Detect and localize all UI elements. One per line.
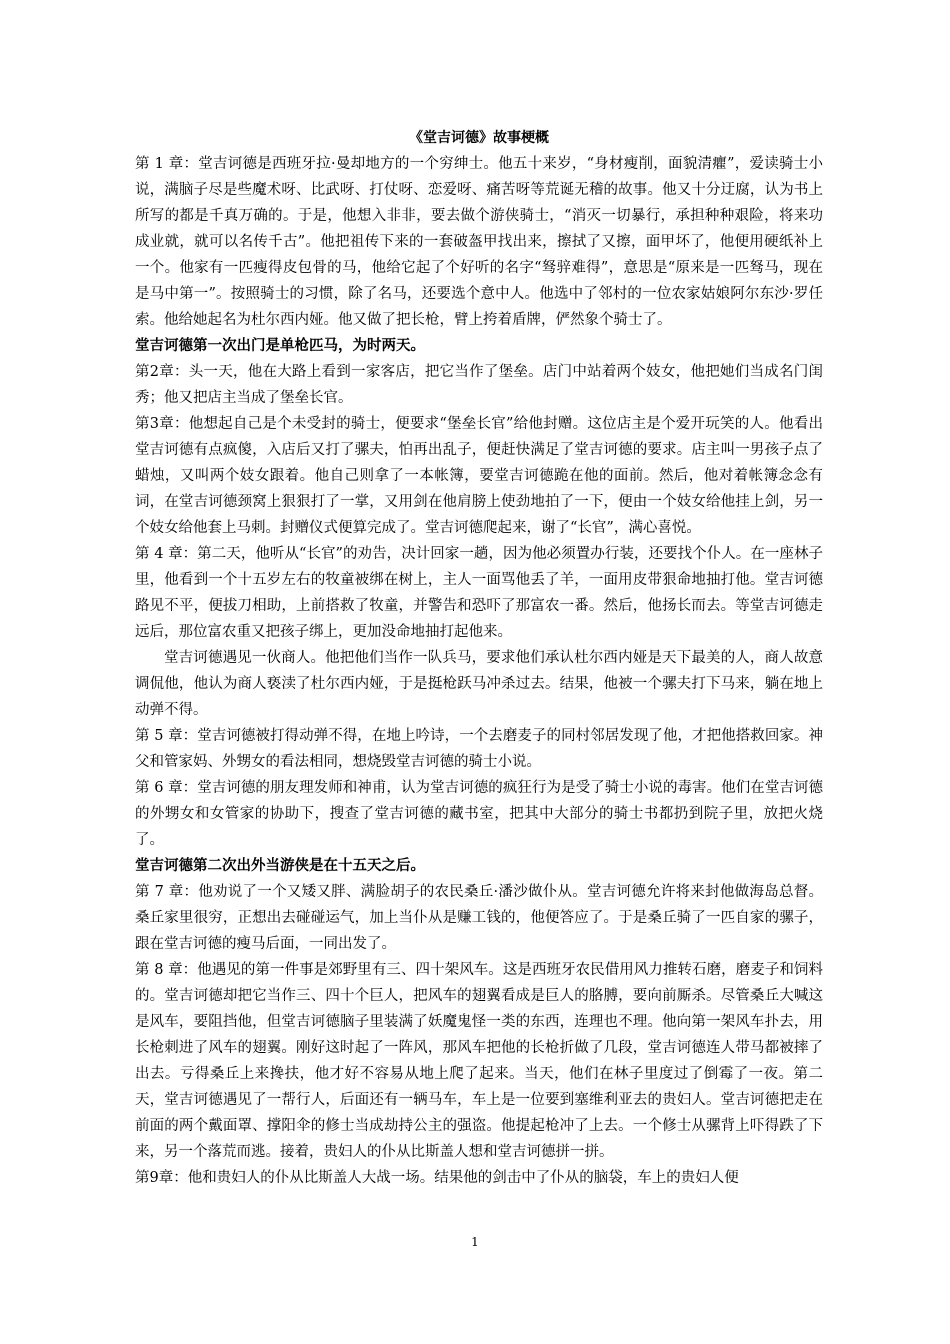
- paragraph-chapter-7: 第 7 章：他劝说了一个又矮又胖、满脸胡子的农民桑丘·潘沙做仆从。堂吉诃德允许将来封他做海岛总督。桑丘家里很穷，正想出去碰碰运气，加上当仆从是赚工钱的，他便答应了。于是桑丘骑了一匹自家的骡子，跟在堂吉诃德的瘦马后面，一同出发了。: [135, 884, 823, 952]
- paragraph-chapter-2: 第2章：头一天，他在大路上看到一家客店，把它当作了堡垒。店门中站着两个妓女，他把她们当成名门闺秀；他又把店主当成了堡垒长官。: [135, 364, 823, 406]
- page-number: 1: [471, 1235, 479, 1249]
- section-heading-second-sortie: 堂吉诃德第二次出外当游侠是在十五天之后。: [135, 857, 425, 874]
- document-page: [135, 125, 823, 1191]
- paragraph-chapter-6: 第 6 章：堂吉诃德的朋友理发师和神甫，认为堂吉诃德的疯狂行为是受了骑士小说的毒害。他们在堂吉诃德的外甥女和女管家的协助下，搜查了堂吉诃德的藏书室，把其中大部分的骑士书都扔到院子里，放把火烧了。: [135, 780, 823, 848]
- paragraph-chapter-1: 第 1 章：堂吉诃德是西班牙拉·曼却地方的一个穷绅士。他五十来岁，“身材瘦削，面貌清癯”，爱读骑士小说，满脑子尽是些魔术呀、比武呀、打仗呀、恋爱呀、痛苦呀等荒诞无稽的故事。他又十分迂腐，认为书上所写的都是千真万确的。于是，他想入非非，要去做个游侠骑士，“消灭一切暴行，承担种种艰险，将来功成业就，就可以名传千古”。他把祖传下来的一套破盔甲找出来，擦拭了又擦，面甲坏了，他便用硬纸补上一个。他家有一匹瘦得皮包骨的马，他给它起了个好听的名字“驽骍难得”，意思是“原来是一匹驽马，现在是马中第一”。按照骑士的习惯，除了名马，还要选个意中人。他选中了邻村的一位农家姑娘阿尔东沙·罗任索。他给她起名为杜尔西内娅。他又做了把长枪，臂上挎着盾牌，俨然象个骑士了。: [135, 156, 823, 328]
- paragraph-chapter-8: 第 8 章：他遇见的第一件事是郊野里有三、四十架风车。这是西班牙农民借用风力推转石磨，磨麦子和饲料的。堂吉诃德却把它当作三、四十个巨人，把风车的翅翼看成是巨人的胳膊，要向前厮杀。尽管桑丘大喊这是风车，要阻挡他，但堂吉诃德脑子里装满了妖魔鬼怪一类的东西，连理也不理。他向第一架风车扑去，用长枪刺进了风车的翅翼。刚好这时起了一阵风，那风车把他的长枪折做了几段，堂吉诃德连人带马都被摔了出去。亏得桑丘上来搀扶，他才好不容易从地上爬了起来。当天，他们在林子里度过了倒霉了一夜。第二天，堂吉诃德遇见了一帮行人，后面还有一辆马车，车上是一位要到塞维利亚去的贵妇人。堂吉诃德把走在前面的两个戴面罩、撑阳伞的修士当成劫持公主的强盗。他提起枪冲了上去。一个修士从骡背上吓得跌了下来，另一个落荒而逃。接着，贵妇人的仆从比斯盖人想和堂吉诃德拼一拼。: [135, 962, 823, 1160]
- paragraph-chapter-5: 第 5 章：堂吉诃德被打得动弹不得，在地上吟诗，一个去磨麦子的同村邻居发现了他，才把他搭救回家。神父和管家妈、外甥女的看法相同，想烧毁堂吉诃德的骑士小说。: [135, 728, 823, 770]
- section-heading-first-sortie: 堂吉诃德第一次出门是单枪匹马，为时两天。: [135, 337, 425, 354]
- document-title: 《堂吉诃德》故事梗概: [409, 130, 549, 146]
- paragraph-chapter-3: 第3章：他想起自己是个未受封的骑士，便要求“堡垒长官”给他封赠。这位店主是个爱开玩笑的人。他看出堂吉诃德有点疯傻，入店后又打了骡夫，怕再出乱子，便赶快满足了堂吉诃德的要求。店主叫一男孩子点了蜡烛，又叫两个妓女跟着。他自己则拿了一本帐簿，要堂吉诃德跪在他的面前。然后，他对着帐簿念念有词，在堂吉诃德颈窝上狠狠打了一掌，又用剑在他肩膀上使劲地拍了一下，便由一个妓女给他挂上剑，另一个妓女给他套上马刺。封赠仪式便算完成了。堂吉诃德爬起来，谢了“长官”，满心喜悦。: [135, 416, 823, 536]
- paragraph-merchants: 堂吉诃德遇见一伙商人。他把他们当作一队兵马，要求他们承认杜尔西内娅是天下最美的人，商人故意调侃他，他认为商人亵渎了杜尔西内娅，于是挺枪跃马冲杀过去。结果，他被一个骡夫打下马来，躺在地上动弹不得。: [135, 650, 823, 718]
- paragraph-chapter-9: 第9章：他和贵妇人的仆从比斯盖人大战一场。结果他的剑击中了仆从的脑袋，车上的贵妇人便: [135, 1170, 739, 1186]
- paragraph-chapter-4: 第 4 章：第二天，他听从“长官”的劝告，决计回家一趟，因为他必须置办行装，还要找个仆人。在一座林子里，他看到一个十五岁左右的牧童被绑在树上，主人一面骂他丢了羊，一面用皮带狠命地抽打他。堂吉诃德路见不平，便拔刀相助，上前搭救了牧童，并警告和恐吓了那富农一番。然后，他扬长而去。等堂吉诃德走远后，那位富农重又把孩子绑上，更加没命地抽打起他来。: [135, 546, 823, 640]
